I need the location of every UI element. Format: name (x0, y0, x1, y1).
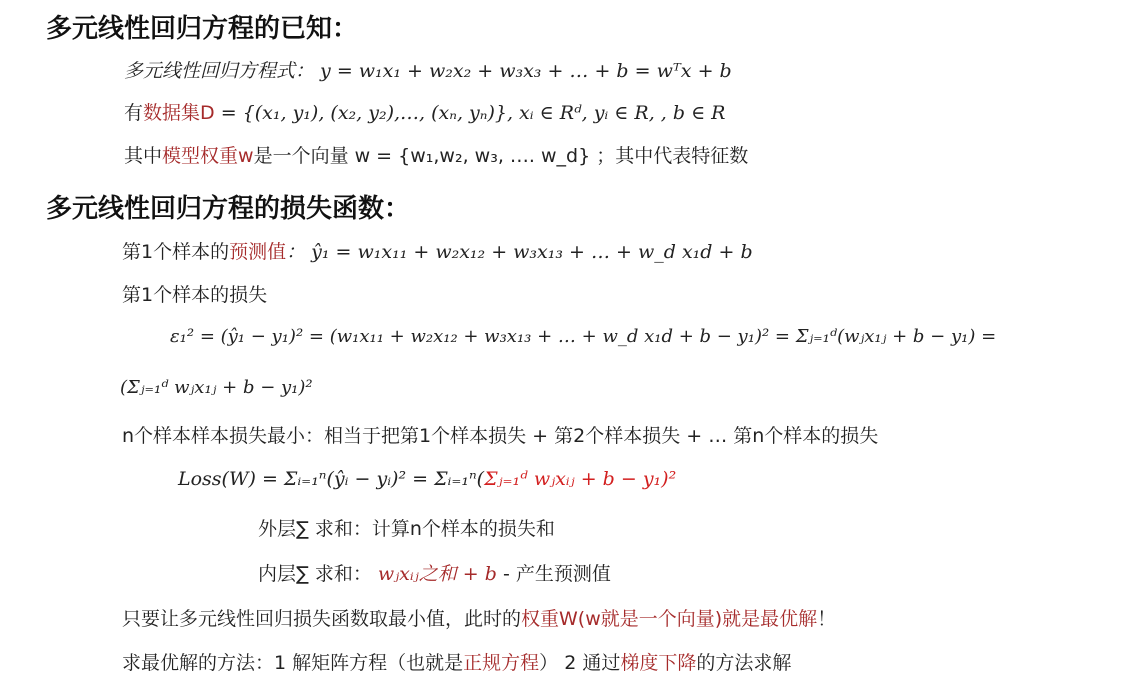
conclusion-rest: ！ (817, 608, 837, 630)
min-loss-text: n个样本样本损失最小：相当于把第1个样本损失 + 第2个样本损失 + … 第n个样本的损失 (122, 425, 879, 447)
heading-loss: 多元线性回归方程的损失函数： (46, 194, 411, 224)
prediction-term: 预测值 (229, 241, 287, 263)
weight-definition: 是一个向量 w = {w₁,w₂, w₃, …. w_d} ；其中代表特征数 (253, 145, 749, 167)
dataset-term: 数据集D (143, 102, 215, 124)
gradient-descent-term: 梯度下降 (620, 652, 697, 674)
method-line (122, 648, 791, 675)
sample-loss-label: 第1个样本的损失 (122, 284, 268, 306)
outer-sum-note: 外层∑ 求和：计算n个样本的损失和 (258, 518, 555, 540)
loss-function-inner: Σⱼ₌₁ᵈ wⱼxᵢⱼ + b − y₁)² (484, 468, 677, 490)
epsilon-equation: ε₁² = (ŷ₁ − y₁)² = (w₁x₁₁ + w₂x₁₂ + w₃x₁₃ + … + w_d x₁d + b − y₁)² = Σⱼ₌₁ᵈ(wⱼx₁ⱼ + b − y₁) = (170, 326, 997, 347)
weight-term: 模型权重w (162, 145, 254, 167)
method-prefix: 求最优解的方法：1 解矩阵方程（也就是 (122, 652, 464, 674)
conclusion-term: 权重W(w就是一个向量)就是最优解 (521, 608, 818, 630)
inner-sum-note (258, 559, 611, 586)
prediction-prefix: 第1个样本的 (122, 241, 230, 263)
dataset-definition: = {(x₁, y₁), (x₂, y₂),…, (xₙ, yₙ)}, xᵢ ∈ Rᵈ, yᵢ ∈ R, , b ∈ R (214, 102, 726, 124)
dataset-line (124, 98, 725, 125)
heading-known: 多元线性回归方程的已知： (46, 14, 359, 44)
normal-equation-term: 正规方程 (463, 652, 540, 674)
method-mid: ） 2 通过 (539, 652, 621, 674)
prediction-equation: ： ŷ₁ = w₁x₁₁ + w₂x₁₂ + w₃x₁₃ + … + w_d x₁d + b (286, 241, 753, 263)
dataset-prefix: 有 (124, 102, 144, 124)
method-rest: 的方法求解 (696, 652, 792, 674)
prediction-line (122, 237, 753, 264)
loss-function (178, 468, 676, 490)
weight-prefix: 其中 (124, 145, 163, 167)
conclusion-prefix: 只要让多元线性回归损失函数取最小值，此时的 (122, 608, 522, 630)
conclusion-line (122, 604, 836, 631)
inner-sum-term: wⱼxᵢⱼ之和 + b (377, 563, 497, 585)
regression-equation: 多元线性回归方程式： y = w₁x₁ + w₂x₂ + w₃x₃ + … + b = wᵀx + b (124, 60, 732, 82)
epsilon-equation-cont: (Σⱼ₌₁ᵈ wⱼx₁ⱼ + b − y₁)² (120, 377, 313, 398)
loss-function-prefix: Loss(W) = Σᵢ₌₁ⁿ(ŷᵢ − yᵢ)² = Σᵢ₌₁ⁿ( (178, 468, 485, 490)
inner-sum-prefix: 内层∑ 求和： (258, 563, 378, 585)
inner-sum-rest: - 产生预测值 (496, 563, 611, 585)
weight-line (124, 141, 748, 168)
